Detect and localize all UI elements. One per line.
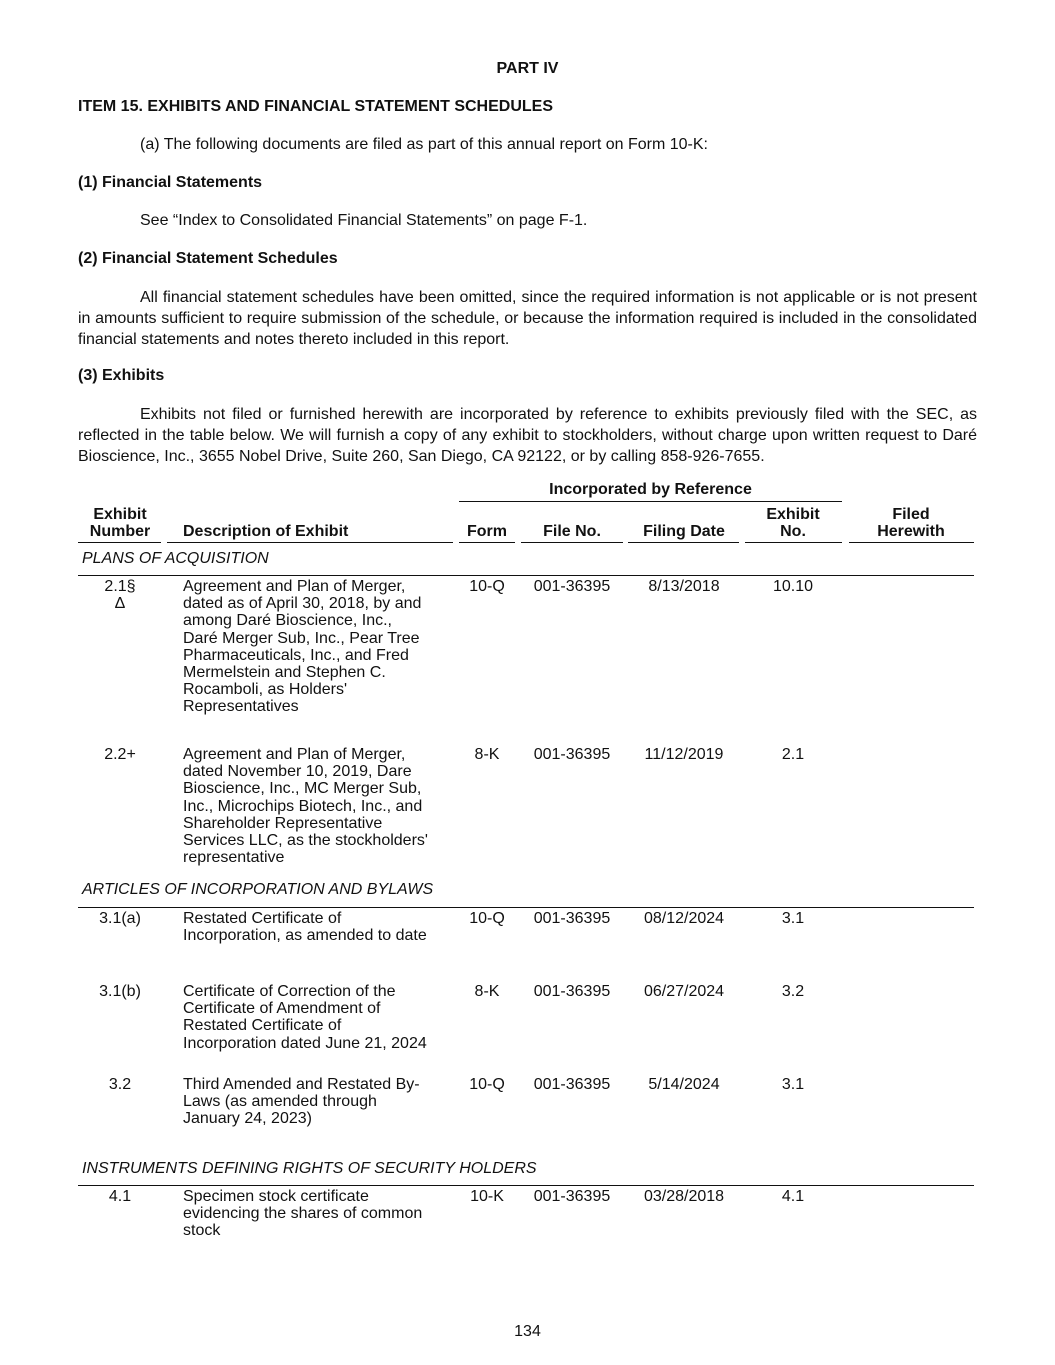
section-title: PLANS OF ACQUISITION bbox=[82, 550, 269, 567]
exhibit-file-no: 001-36395 bbox=[533, 1076, 611, 1093]
exhibit-filing-date: 5/14/2024 bbox=[648, 1076, 720, 1093]
exhibit-form: 10-Q bbox=[469, 578, 505, 595]
header-file-no: File No. bbox=[543, 523, 601, 540]
header-form: Form bbox=[467, 523, 507, 540]
exhibits-text: Exhibits not filed or furnished herewith are incorporated by reference to exhibits previously filed with the SEC, as reflected in the table below. We will furnish a copy of any exhibit to stockholders, without charge upon written request to Daré Bioscience, Inc., 3655 Nobel Drive, Suite 260, San Diego, CA 92122, or by calling 858-926-7655. bbox=[78, 406, 977, 465]
schedules-heading: (2) Financial Statement Schedules bbox=[78, 250, 338, 267]
exhibit-file-no: 001-36395 bbox=[533, 1188, 611, 1205]
exhibit-description: Certificate of Correction of the Certificate of Amendment of Restated Certificate of Incorporation dated June 21, 2024 bbox=[183, 983, 427, 1052]
financial-statements-heading: (1) Financial Statements bbox=[78, 174, 263, 191]
part-title: PART IV bbox=[496, 60, 559, 77]
exhibit-form: 10-Q bbox=[469, 1076, 505, 1093]
exhibit-no: 3.1 bbox=[781, 1076, 805, 1093]
header-rule bbox=[745, 542, 842, 543]
section-title: ARTICLES OF INCORPORATION AND BYLAWS bbox=[82, 881, 434, 898]
header-rule bbox=[459, 542, 515, 543]
exhibit-number: 2.2+ bbox=[104, 746, 136, 763]
exhibit-filing-date: 06/27/2024 bbox=[643, 983, 725, 1000]
section-rule bbox=[78, 575, 974, 576]
exhibit-file-no: 001-36395 bbox=[533, 910, 611, 927]
header-rule bbox=[628, 542, 739, 543]
header-description: Description of Exhibit bbox=[183, 523, 349, 540]
schedules-text: All financial statement schedules have been omitted, since the required information is not applicable or is not present in amounts sufficient to require submission of the schedule, or because the information required is included in the consolidated financial statements and notes thereto included in this report. bbox=[78, 289, 977, 348]
header-rule bbox=[167, 542, 453, 543]
header-rule bbox=[849, 542, 974, 543]
exhibit-form: 8-K bbox=[474, 746, 500, 763]
exhibit-filing-date: 03/28/2018 bbox=[643, 1188, 725, 1205]
exhibit-file-no: 001-36395 bbox=[533, 746, 611, 763]
exhibit-no: 3.2 bbox=[781, 983, 805, 1000]
exhibit-filing-date: 11/12/2019 bbox=[644, 746, 724, 763]
intro-text: (a) The following documents are filed as part of this annual report on Form 10-K: bbox=[140, 136, 708, 153]
header-rule bbox=[521, 542, 623, 543]
header-rule bbox=[78, 542, 161, 543]
exhibit-number: 3.1(b) bbox=[99, 983, 141, 1000]
exhibit-no: 10.10 bbox=[772, 578, 814, 595]
header-exhibit-no: Exhibit No. bbox=[766, 506, 820, 540]
section-title: INSTRUMENTS DEFINING RIGHTS OF SECURITY HOLDERS bbox=[82, 1160, 537, 1177]
exhibit-number: 4.1 bbox=[108, 1188, 132, 1205]
header-filed-herewith: Filed Herewith bbox=[877, 506, 945, 540]
exhibit-no: 2.1 bbox=[781, 746, 805, 763]
exhibit-form: 10-Q bbox=[469, 910, 505, 927]
exhibit-description: Agreement and Plan of Merger, dated November 10, 2019, Dare Bioscience, Inc., MC Merger Sub, Inc., Microchips Biotech, Inc., and Shareholder Representative Services LLC, as the stockholders' representative bbox=[183, 746, 428, 867]
exhibit-no: 3.1 bbox=[781, 910, 805, 927]
exhibit-no: 4.1 bbox=[781, 1188, 805, 1205]
section-rule bbox=[78, 1185, 974, 1186]
exhibit-number: 2.1§ Δ bbox=[104, 578, 136, 613]
page-number: 134 bbox=[514, 1323, 541, 1340]
exhibit-number: 3.1(a) bbox=[99, 910, 141, 927]
header-filing-date: Filing Date bbox=[643, 523, 725, 540]
header-exhibit-number: Exhibit Number bbox=[89, 506, 151, 540]
exhibit-number: 3.2 bbox=[108, 1076, 132, 1093]
exhibit-description: Agreement and Plan of Merger, dated as of April 30, 2018, by and among Daré Bioscience, Inc., Daré Merger Sub, Inc., Pear Tree Pharmaceuticals, Inc., and Fred Mermelstein and Stephen C. Rocamboli, as Holders' Representatives bbox=[183, 578, 422, 716]
exhibits-heading: (3) Exhibits bbox=[78, 367, 165, 384]
incorporated-by-reference-header: Incorporated by Reference bbox=[549, 481, 752, 498]
exhibit-file-no: 001-36395 bbox=[533, 983, 611, 1000]
exhibit-form: 10-K bbox=[470, 1188, 504, 1205]
exhibit-form: 8-K bbox=[474, 983, 500, 1000]
exhibit-description: Third Amended and Restated By- Laws (as amended through January 24, 2023) bbox=[183, 1076, 420, 1128]
exhibit-description: Restated Certificate of Incorporation, as amended to date bbox=[183, 910, 427, 945]
group-header-rule bbox=[459, 501, 842, 502]
exhibit-filing-date: 8/13/2018 bbox=[648, 578, 720, 595]
section-rule bbox=[78, 907, 974, 908]
exhibit-file-no: 001-36395 bbox=[533, 578, 611, 595]
financial-statements-text: See “Index to Consolidated Financial Statements” on page F-1. bbox=[140, 212, 588, 229]
item-title: ITEM 15. EXHIBITS AND FINANCIAL STATEMENT SCHEDULES bbox=[78, 98, 553, 115]
exhibit-description: Specimen stock certificate evidencing the shares of common stock bbox=[183, 1188, 423, 1240]
exhibit-filing-date: 08/12/2024 bbox=[643, 910, 725, 927]
